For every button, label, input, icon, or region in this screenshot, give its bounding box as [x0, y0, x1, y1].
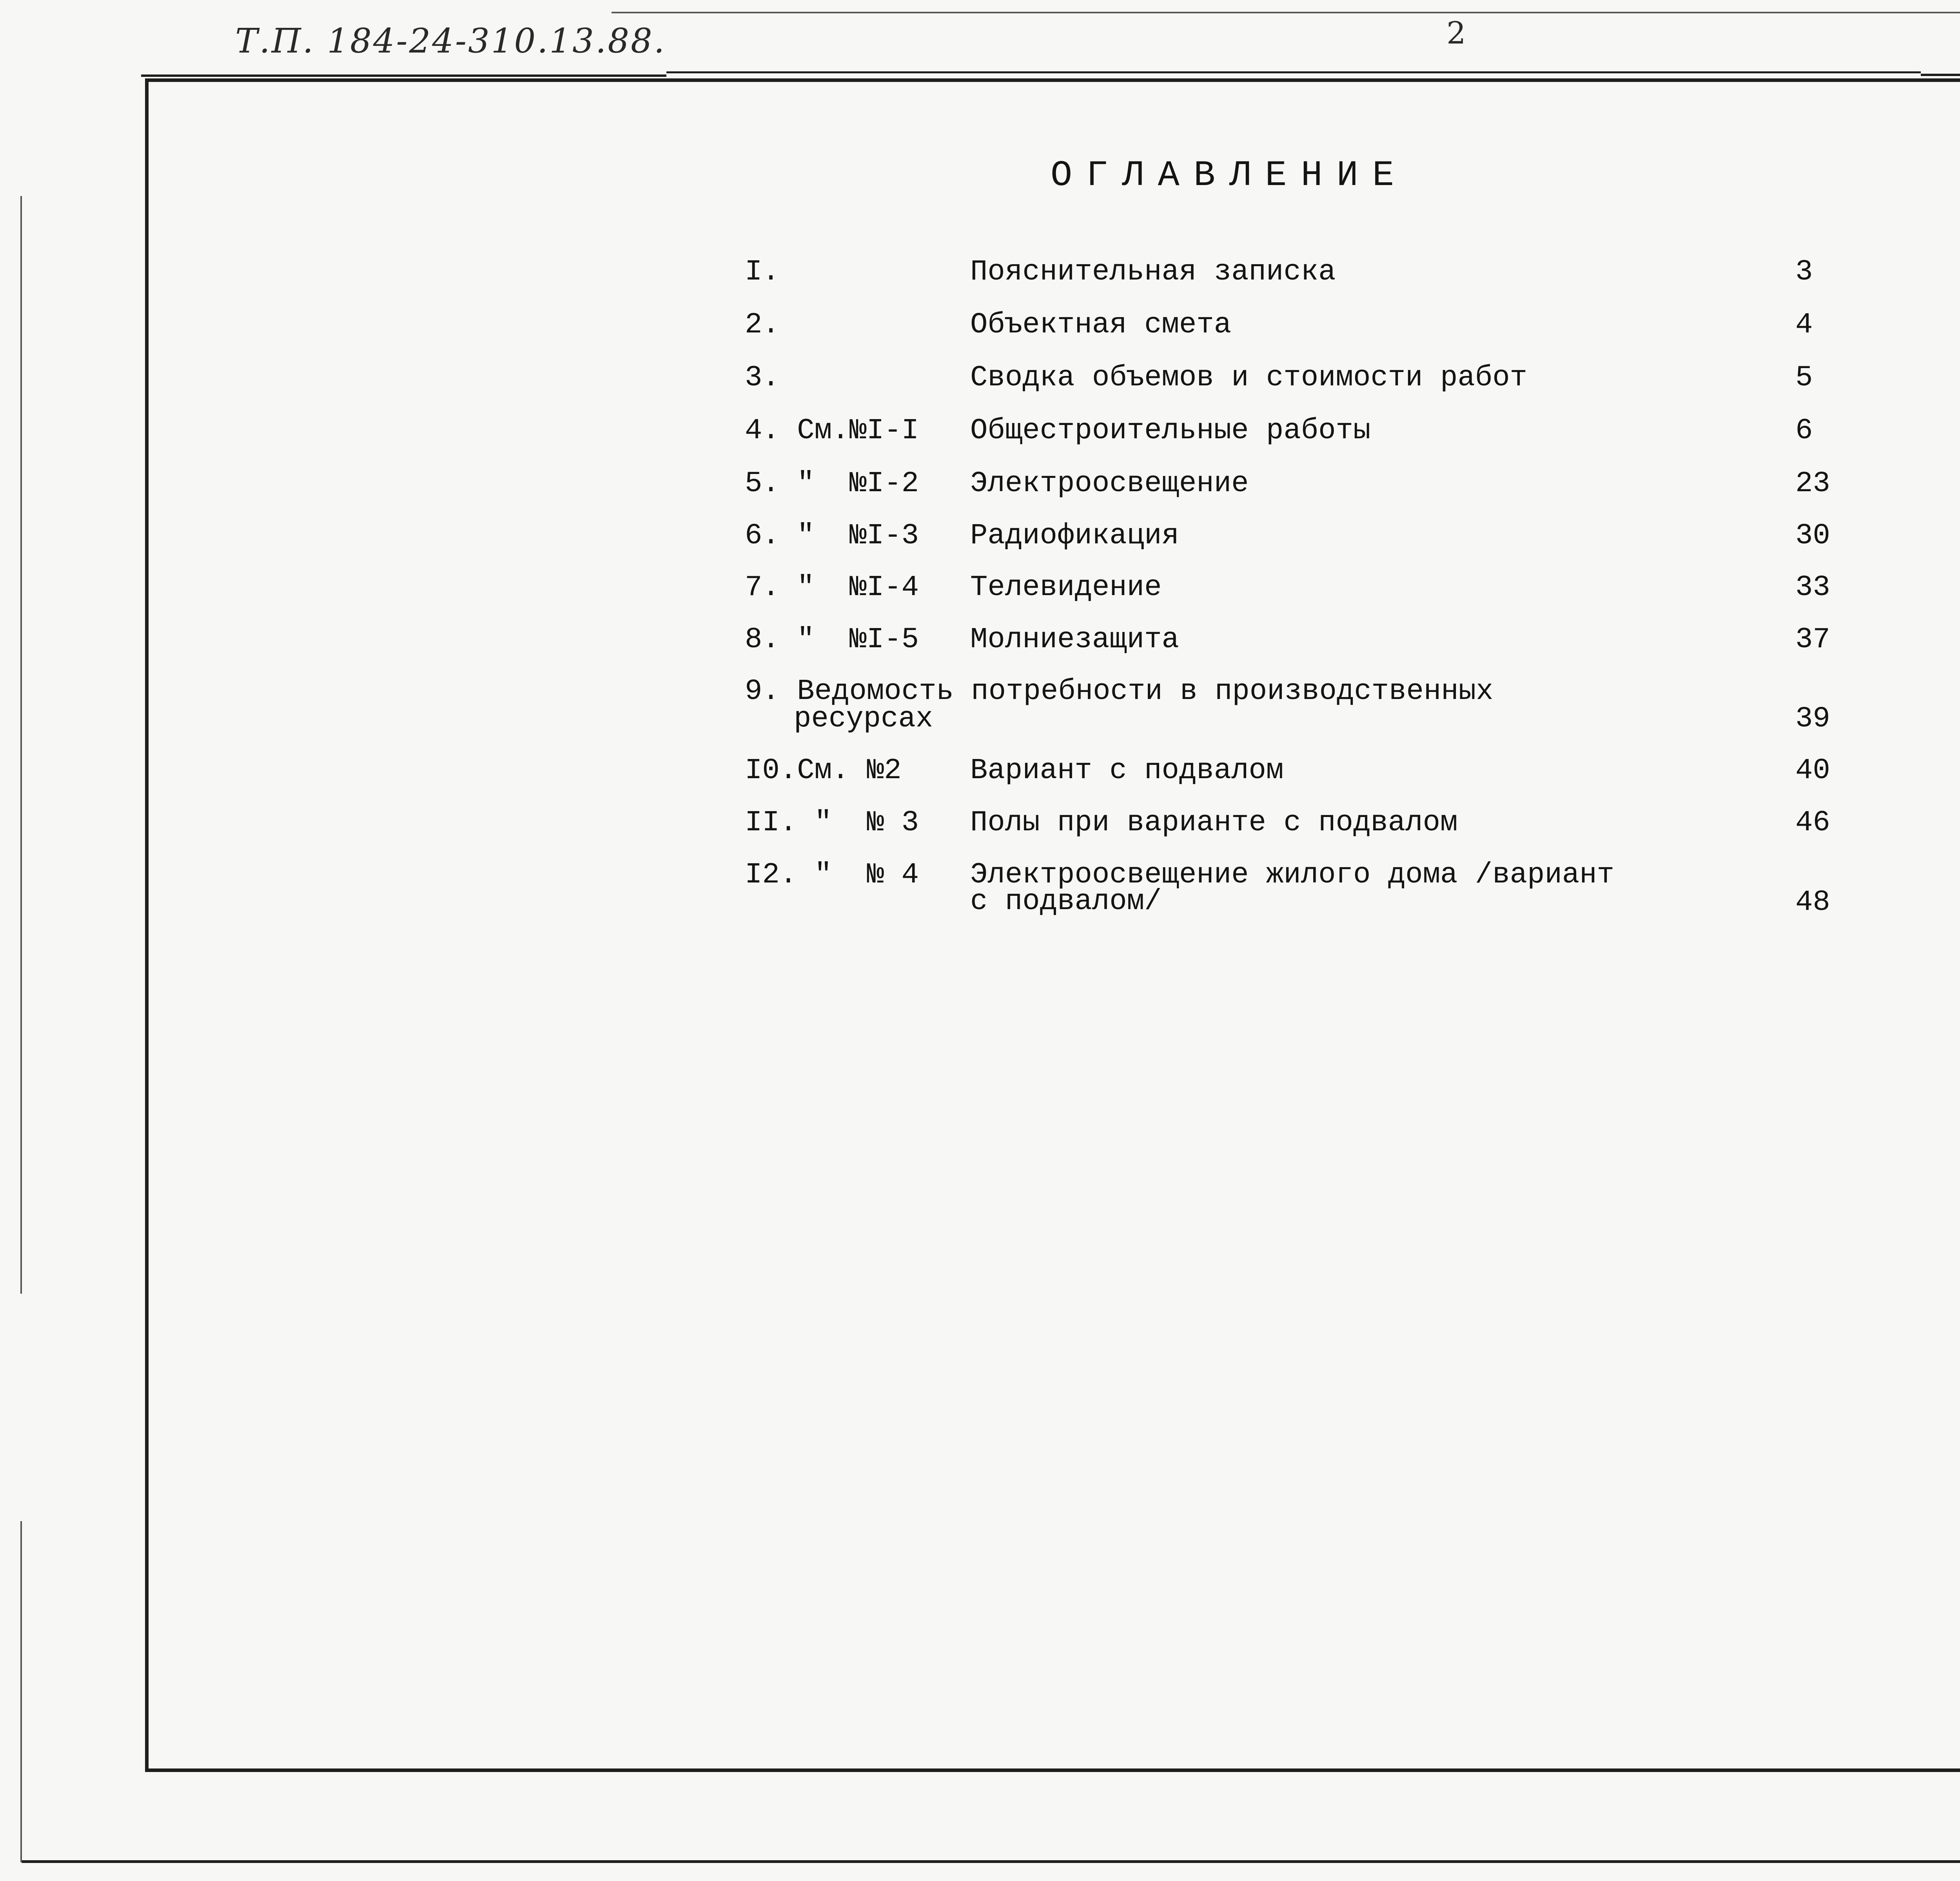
toc-item-number: II. " № 3: [745, 806, 919, 839]
toc-item-page: 33: [1795, 571, 1830, 604]
toc-row: [0, 675, 1960, 757]
toc-item-page: 23: [1795, 467, 1830, 500]
toc-item-title: Полы при варианте с подвалом: [970, 806, 1458, 839]
toc-item-title: Молниезащита: [970, 623, 1179, 656]
toc-row: [0, 623, 1960, 670]
toc-item-number: 5. " №I-2: [745, 467, 919, 500]
toc-item-title-continued: с подвалом/: [970, 885, 1162, 918]
toc-item-number: I2. " № 4: [745, 859, 919, 891]
toc-item-title: Телевидение: [970, 571, 1162, 604]
toc-row: [0, 859, 1960, 940]
toc-item-page: 5: [1795, 361, 1813, 394]
toc-item-page: 6: [1795, 414, 1813, 447]
toc-item-number: 7. " №I-4: [745, 571, 919, 604]
toc-item-title: Сводка объемов и стоимости работ: [970, 361, 1528, 394]
toc-row: [0, 256, 1960, 302]
toc-row: [0, 309, 1960, 355]
sheet-number: 2: [1446, 16, 1466, 51]
toc-item-page: 37: [1795, 623, 1830, 656]
toc-item-number: 2.: [745, 309, 780, 341]
toc-row: [0, 754, 1960, 801]
outer-left-rule-lower: [20, 1521, 22, 1862]
toc-item-page: 46: [1795, 806, 1830, 839]
toc-item-number: 8. " №I-5: [745, 623, 919, 656]
toc-item-number: 4. См.№I-I: [745, 414, 919, 447]
toc-row: [0, 571, 1960, 617]
top-rule-right: [1921, 74, 1960, 76]
toc-item-title: Электроосвещение жилого дома /вариант: [970, 859, 1615, 891]
toc-item-number: I0.См. №2: [745, 754, 902, 787]
toc-item-title: 9. Ведомость потребности в производственных: [745, 675, 1494, 708]
toc-item-number: I.: [745, 256, 780, 289]
toc-item-title: Вариант с подвалом: [970, 754, 1284, 787]
toc-item-page: 3: [1795, 256, 1813, 289]
toc-item-page: 48: [1795, 886, 1830, 919]
top-rule-upper: [612, 12, 1960, 13]
toc-row: [0, 414, 1960, 461]
outer-bottom-rule: [22, 1860, 1960, 1863]
document-code: Т.П. 184-24-310.13.88.: [235, 22, 666, 61]
toc-item-page: 40: [1795, 754, 1830, 787]
toc-item-number: 6. " №I-3: [745, 519, 919, 552]
top-rule-middle: [666, 71, 1921, 73]
toc-item-title: Общестроительные работы: [970, 414, 1371, 447]
toc-item-number: 3.: [745, 361, 780, 394]
toc-item-page: 30: [1795, 519, 1830, 552]
toc-row: [0, 361, 1960, 408]
toc-row: [0, 467, 1960, 514]
toc-row: [0, 519, 1960, 566]
page-title: ОГЛАВЛЕНИЕ: [1051, 155, 1408, 196]
toc-item-title: Радиофикация: [970, 519, 1179, 552]
toc-item-title: Объектная смета: [970, 309, 1232, 341]
toc-row: [0, 806, 1960, 853]
toc-item-title: Электроосвещение: [970, 467, 1249, 500]
toc-item-page: 39: [1795, 703, 1830, 735]
top-rule-left: [141, 74, 666, 77]
toc-item-page: 4: [1795, 309, 1813, 341]
toc-item-title: Пояснительная записка: [970, 256, 1336, 289]
toc-item-title-continued: ресурсах: [794, 703, 933, 735]
